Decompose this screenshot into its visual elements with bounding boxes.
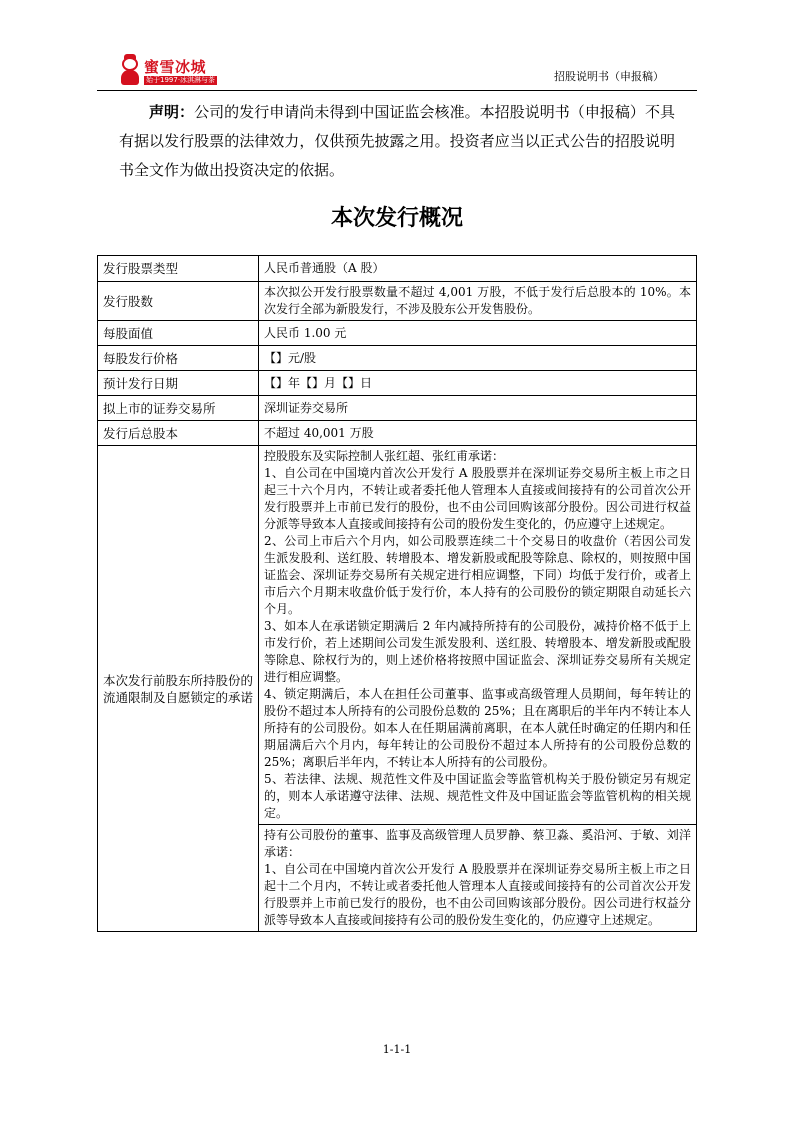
table-row (98, 346, 697, 371)
row-value: 本次拟公开发行股票数量不超过 4,001 万股，不低于发行后总股本的 10%。本次发行全部为新股发行，不涉及股东公开发售股份。 (259, 282, 697, 321)
commitment-item: 5、若法律、法规、规范性文件及中国证监会等监管机构关于股份锁定另有规定的，则本人承诺遵守法律、法规、规范性文件及中国证监会等监管机构的相关规定。 (264, 772, 691, 820)
commitment-intro: 控股股东及实际控制人张红超、张红甫承诺： (264, 449, 505, 463)
table-row (98, 282, 697, 321)
logo-name: 蜜雪冰城 (144, 58, 207, 76)
row-key: 每股面值 (98, 321, 259, 346)
commitment-item: 1、自公司在中国境内首次公开发行 A 股股票并在深圳证券交易所主板上市之日起十二个月内，不转让或者委托他人管理本人直接或间接持有的公司首次公开发行股票并上市前已发行的股份，也不由公司回购该部分股份。因公司进行权益分派等导致本人直接或间接持有公司的股份发生变化的，仍应遵守上述规定。 (264, 862, 691, 927)
logo-tagline: 始于1997·冰淇淋与茶 (146, 76, 216, 84)
statement-text: 公司的发行申请尚未得到中国证监会核准。本招股说明书（申报稿）不具有据以发行股票的法律效力，仅供预先披露之用。投资者应当以正式公告的招股说明书全文作为做出投资决定的依据。 (119, 103, 675, 179)
row-key: 发行股票类型 (98, 256, 259, 282)
directors-commitment (259, 824, 696, 929)
company-logo (119, 57, 217, 87)
lockup-commitments (259, 446, 697, 932)
row-value: 深圳证券交易所 (259, 396, 697, 421)
row-value: 【】元/股 (259, 346, 697, 371)
commitment-item: 1、自公司在中国境内首次公开发行 A 股股票并在深圳证券交易所主板上市之日起三十六个月内，不转让或者委托他人管理本人直接或间接持有的公司首次公开发行股票并上市前已发行的股份，也不由公司回购该部分股份。因公司进行权益分派等导致本人直接或间接持有公司的股份发生变化的，仍应遵守上述规定。 (264, 466, 691, 531)
page-header (97, 56, 697, 91)
row-key: 每股发行价格 (98, 346, 259, 371)
document-title: 招股说明书（申报稿） (554, 70, 664, 83)
controlling-shareholder-commitment (264, 448, 691, 822)
row-key: 发行后总股本 (98, 421, 259, 446)
page-title: 本次发行概况 (330, 205, 463, 231)
table-row (98, 396, 697, 421)
commitment-item: 3、如本人在承诺锁定期满后 2 年内减持所持有的公司股份，减持价格不低于上市发行价，若上述期间公司发生派发股利、送红股、转增股本、增发新股或配股等除息、除权行为的，则上述价格将按照中国证监会、深圳证券交易所有关规定进行相应调整。 (264, 619, 691, 684)
row-key: 拟上市的证券交易所 (98, 396, 259, 421)
commitment-intro: 持有公司股份的董事、监事及高级管理人员罗静、蔡卫淼、奚沿河、于敏、刘洋承诺： (264, 828, 691, 859)
row-key: 预计发行日期 (98, 371, 259, 396)
table-row (98, 421, 697, 446)
commitment-item: 2、公司上市后六个月内，如公司股票连续二十个交易日的收盘价（若因公司发生派发股利、送红股、转增股本、增发新股或配股等除息、除权的，则按照中国证监会、深圳证券交易所有关规定进行相应调整，下同）均低于发行价，或者上市后六个月期末收盘价低于发行价，本人持有的公司股份的锁定期限自动延长六个月。 (264, 534, 691, 616)
table-row-lockup (98, 446, 697, 932)
commitment-item: 4、锁定期满后，本人在担任公司董事、监事或高级管理人员期间，每年转让的股份不超过本人所持有的公司股份总数的 25%；且在离职后的半年内不转让本人所持有的公司股份。如本人在任期届满前离职，在本人就任时确定的任期内和任期届满后六个月内，每年转让的公司股份不超过本人所持有的公司股份总数的 25%；离职后半年内，不转让本人所持有的公司股份。 (264, 687, 691, 769)
offering-overview-table (97, 255, 697, 932)
disclaimer-statement (119, 98, 675, 185)
snow-king-mascot-icon (119, 57, 141, 87)
table-row (98, 256, 697, 282)
row-key: 发行股数 (98, 282, 259, 321)
page-number: 1-1-1 (382, 1043, 412, 1056)
table-row (98, 371, 697, 396)
row-key: 本次发行前股东所持股份的流通限制及自愿锁定的承诺 (98, 446, 259, 932)
row-value: 人民币 1.00 元 (259, 321, 697, 346)
row-value: 【】年【】月【】日 (259, 371, 697, 396)
row-value: 不超过 40,001 万股 (259, 421, 697, 446)
row-value: 人民币普通股（A 股） (259, 256, 697, 282)
statement-label: 声明： (149, 103, 195, 121)
table-row (98, 321, 697, 346)
